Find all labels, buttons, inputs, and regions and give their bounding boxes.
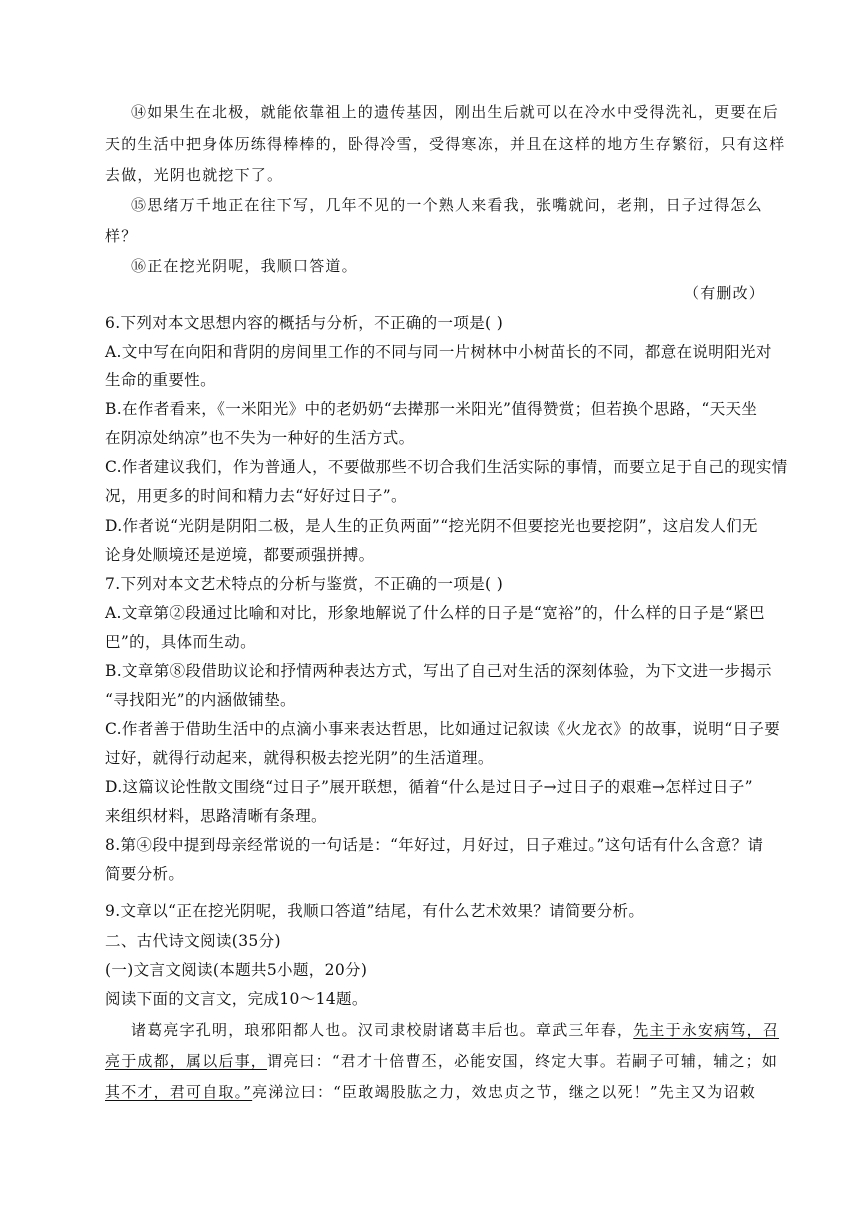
source-note: （有删改） xyxy=(684,284,766,302)
passage-paragraph-15-line-1: ⑮思绪万千地正在往下写，几年不见的一个熟人来看我，张嘴就问，老荆，日子过得怎么 xyxy=(131,196,763,214)
question-8-line-2: 简要分析。 xyxy=(105,865,185,883)
question-6-option-b-line-1: B.在作者看来，《一米阳光》中的老奶奶“去撵那一米阳光”值得赞赏；但若换个思路，“天天坐 xyxy=(105,400,758,418)
classical-text-line-2 xyxy=(105,1051,778,1071)
question-6-option-c-line-1: C.作者建议我们，作为普通人，不要做那些不切合我们生活实际的事情，而要立足于自己的现实情 xyxy=(105,458,788,476)
classical-text-line-3-plain: 亮涕泣曰：“臣敢竭股肱之力，效忠贞之节，继之以死！”先主又为诏敕 xyxy=(252,1083,756,1101)
question-7-option-d-line-1: D.这篇议论性散文围绕“过日子”展开联想，循着“什么是过日子→过日子的艰难→怎样过日子” xyxy=(105,778,753,796)
question-6-option-a-line-1: A.文中写在向阳和背阴的房间里工作的不同与同一片树林中小树苗长的不同，都意在说明阳光对 xyxy=(105,343,772,361)
classical-text-line-1-plain: 诸葛亮字孔明，琅邪阳都人也。汉司隶校尉诸葛丰后也。章武三年春， xyxy=(131,1021,634,1039)
section-2-sub-heading: (一)文言文阅读(本题共5小题，20分) xyxy=(105,961,368,979)
classical-text-line-1 xyxy=(131,1020,779,1040)
passage-paragraph-14-line-2: 天的生活中把身体历练得棒棒的，卧得冷雪，受得寒冻，并且在这样的地方生存繁衍，只有这样 xyxy=(105,135,786,153)
question-6-option-d-line-2: 论身处顺境还是逆境，都要顽强拼搏。 xyxy=(105,546,375,564)
question-7-option-d-line-2: 来组织材料，思路清晰有条理。 xyxy=(105,807,327,825)
question-6-option-b-line-2: 在阴凉处纳凉”也不失为一种好的生活方式。 xyxy=(105,429,415,447)
question-7-option-c-line-2: 过好，就得行动起来，就得积极去挖光阴”的生活道理。 xyxy=(105,749,494,767)
classical-text-line-2-underlined: 亮于成都，属以后事， xyxy=(105,1052,268,1070)
classical-text-line-2-plain: 谓亮曰：“君才十倍曹丕，必能安国，终定大事。若嗣子可辅，辅之；如 xyxy=(267,1052,779,1070)
passage-paragraph-15-line-2: 样？ xyxy=(105,227,138,245)
passage-paragraph-14-line-1: ⑭如果生在北极，就能依靠祖上的遗传基因，刚出生后就可以在冷水中受得洗礼，更要在后 xyxy=(131,103,780,121)
question-7-option-c-line-1: C.作者善于借助生活中的点滴小事来表达哲思，比如通过记叙读《火龙衣》的故事，说明“日子要 xyxy=(105,720,781,738)
question-6-option-a-line-2: 生命的重要性。 xyxy=(105,371,216,389)
question-6-option-d-line-1: D.作者说“光阴是阴阳二极，是人生的正负两面”“挖光阴不但要挖光也要挖阴”，这启发人们无 xyxy=(105,517,758,535)
section-2-instruction: 阅读下面的文言文，完成10～14题。 xyxy=(105,990,368,1008)
question-6-option-c-line-2: 况，用更多的时间和精力去“好好过日子”。 xyxy=(105,487,407,505)
section-2-heading: 二、古代诗文阅读(35分) xyxy=(105,932,281,950)
passage-paragraph-14-line-3: 去做，光阴也就挖下了。 xyxy=(105,166,284,184)
question-7-stem: 7.下列对本文艺术特点的分析与鉴赏，不正确的一项是( ) xyxy=(105,575,504,593)
passage-paragraph-16: ⑯正在挖光阴呢，我顺口答道。 xyxy=(131,257,358,275)
question-7-option-a-line-2: 巴”的，具体而生动。 xyxy=(105,633,256,651)
question-9: 9.文章以“正在挖光阴呢，我顺口答道”结尾，有什么艺术效果？请简要分析。 xyxy=(105,902,645,920)
classical-text-line-1-underlined: 先主于永安病笃，召 xyxy=(633,1021,780,1039)
question-7-option-a-line-1: A.文章第②段通过比喻和对比，形象地解说了什么样的日子是“宽裕”的，什么样的日子是“紧巴 xyxy=(105,604,765,622)
classical-text-line-3-underlined: 其不才，君可自取。” xyxy=(105,1083,253,1101)
question-8-line-1: 8.第④段中提到母亲经常说的一句话是：“年好过，月好过，日子难过。”这句话有什么含意？请 xyxy=(105,836,764,854)
question-6-stem: 6.下列对本文思想内容的概括与分析，不正确的一项是( ) xyxy=(105,314,504,332)
question-7-option-b-line-1: B.文章第⑧段借助议论和抒情两种表达方式，写出了自己对生活的深刻体验，为下文进一步揭示 xyxy=(105,662,772,680)
question-7-option-b-line-2: “寻找阳光”的内涵做铺垫。 xyxy=(105,691,296,709)
classical-text-line-3 xyxy=(105,1082,756,1102)
